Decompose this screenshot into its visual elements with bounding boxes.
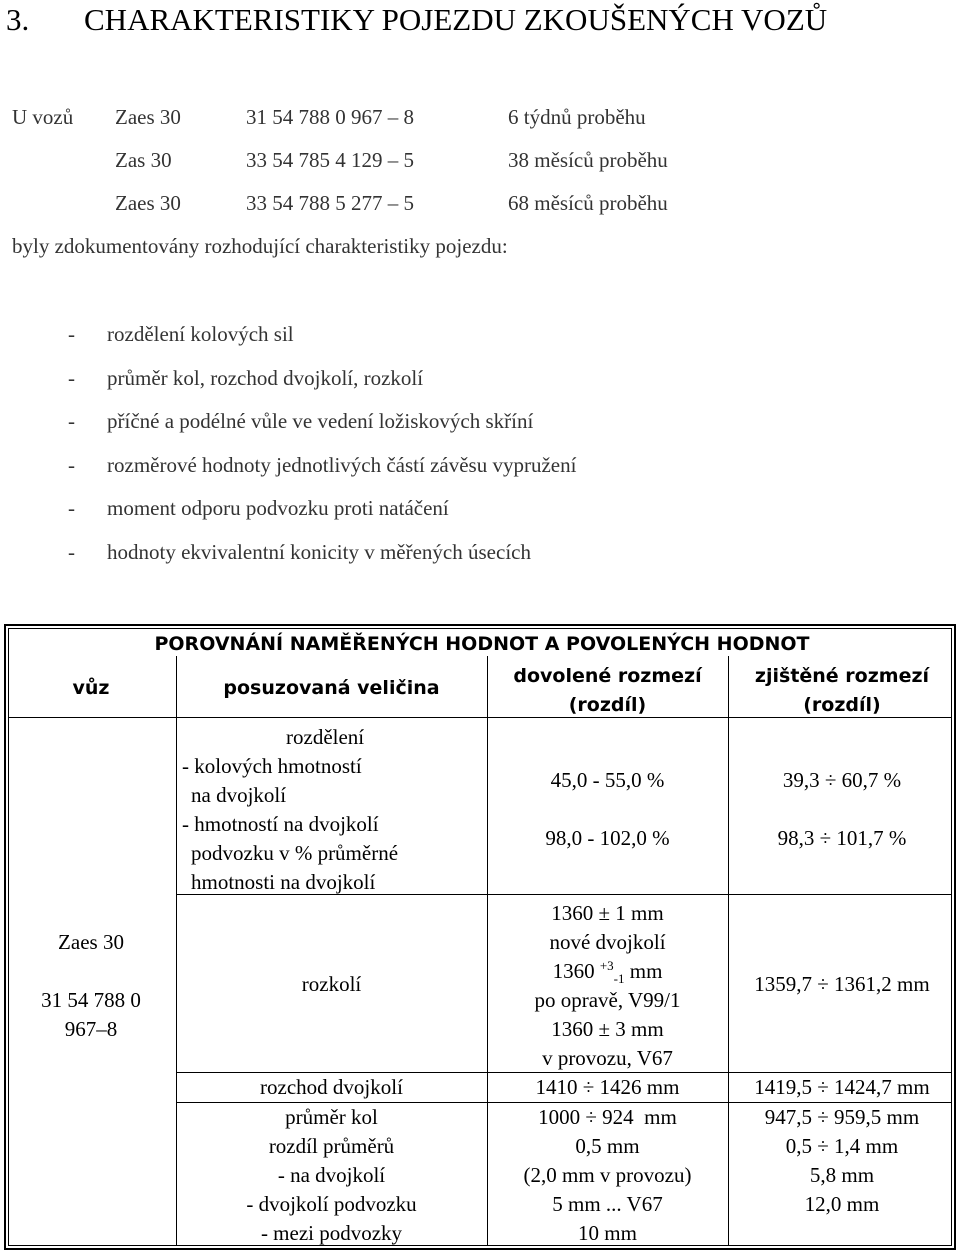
found-value: 0,5 ÷ 1,4 mm (785, 1134, 899, 1158)
quantity-line: průměr kol (285, 1105, 378, 1129)
wagon-duration: 38 měsíců proběhu (508, 148, 668, 172)
header-found-sub: (rozdíl) (803, 694, 881, 716)
header-allowed-sub: (rozdíl) (568, 694, 647, 716)
section-number: 3. (6, 2, 30, 37)
quantity-line: rozdělení (286, 725, 365, 749)
allowed-value: 0,5 mm (575, 1134, 640, 1158)
list-item: moment odporu podvozku proti natáčení (107, 496, 449, 520)
header-allowed: dovolené rozmezí (513, 665, 702, 687)
quantity-line: - kolových hmotností (182, 754, 362, 778)
found-value: 5,8 mm (809, 1163, 875, 1187)
found-value: 947,5 ÷ 959,5 mm (764, 1105, 920, 1129)
quantity-line: - na dvojkolí (277, 1163, 386, 1187)
wagon-number: 31 54 788 0 967 – 8 (246, 105, 414, 129)
found-value: 1359,7 ÷ 1361,2 mm (754, 972, 930, 996)
allowed-value: 45,0 - 55,0 % (550, 768, 665, 792)
list-item: příčné a podélné vůle ve vedení ložiskových skříní (107, 409, 534, 433)
allowed-value: 1360 ± 3 mm (551, 1017, 664, 1041)
allowed-value: 98,0 - 102,0 % (545, 826, 670, 850)
page-heading (6, 2, 827, 38)
wagon-number: 33 54 788 5 277 – 5 (246, 191, 414, 215)
allowed-value: 1410 ÷ 1426 mm (535, 1075, 680, 1099)
table-title: POROVNÁNÍ NAMĚŘENÝCH HODNOT A POVOLENÝCH HODNOT (154, 633, 810, 655)
division-icon: ÷ (585, 1105, 597, 1129)
division-icon: ÷ (817, 1105, 829, 1129)
section-title: CHARAKTERISTIKY POJEZDU ZKOUŠENÝCH VOZŮ (84, 2, 828, 37)
allowed-value: nové dvojkolí (549, 930, 666, 954)
wagon-duration: 68 měsíců proběhu (508, 191, 668, 215)
wagon-cell-type: Zaes 30 (58, 930, 124, 954)
header-wagon: vůz (72, 677, 110, 699)
allowed-value: v provozu, V67 (542, 1046, 673, 1070)
wagon-cell-number: 967–8 (64, 1017, 118, 1041)
header-quantity: posuzovaná veličina (223, 677, 440, 699)
list-item: průměr kol, rozchod dvojkolí, rozkolí (107, 366, 424, 390)
comparison-table (4, 624, 956, 1250)
quantity-cell: rozkolí (301, 972, 362, 996)
quantity-line: podvozku v % průměrné (191, 841, 399, 865)
list-dash: - (68, 322, 75, 346)
intro-closing: byly zdokumentovány rozhodující charakteristiky pojezdu: (12, 234, 508, 258)
allowed-value: (2,0 mm v provozu) (523, 1163, 692, 1187)
allowed-value: 10 mm (578, 1221, 637, 1245)
list-item: hodnoty ekvivalentní konicity v měřených úsecích (107, 540, 531, 564)
list-dash: - (68, 496, 75, 520)
quantity-line: - dvojkolí podvozku (246, 1192, 417, 1216)
wagon-type: Zaes 30 (115, 191, 181, 215)
division-icon: ÷ (819, 826, 832, 850)
found-value: 39,3 ÷ 60,7 % (782, 768, 902, 792)
quantity-line: na dvojkolí (191, 783, 287, 807)
wagon-number: 33 54 785 4 129 – 5 (246, 148, 414, 172)
allowed-value: 1360 ± 1 mm (551, 901, 664, 925)
wagon-duration: 6 týdnů proběhu (508, 105, 646, 129)
allowed-value: 5 mm ... V67 (552, 1192, 663, 1216)
list-dash: - (68, 366, 75, 390)
list-dash: - (68, 409, 75, 433)
quantity-cell: rozchod dvojkolí (260, 1075, 403, 1099)
list-item: rozměrové hodnoty jednotlivých částí závěsu vypružení (107, 453, 577, 477)
quantity-line: - mezi podvozky (260, 1221, 403, 1245)
division-icon: ÷ (824, 768, 837, 792)
quantity-line: hmotnosti na dvojkolí (191, 870, 376, 894)
intro-prefix: U vozů (12, 105, 74, 129)
list-item: rozdělení kolových sil (107, 322, 294, 346)
found-value: 1419,5 ÷ 1424,7 mm (754, 1075, 930, 1099)
quantity-line: rozdíl průměrů (268, 1134, 395, 1158)
wagon-type: Zas 30 (115, 148, 172, 172)
division-icon: ÷ (582, 1075, 595, 1099)
list-dash: - (68, 540, 75, 564)
found-value: 98,3 ÷ 101,7 % (777, 826, 907, 850)
allowed-value-tolerance: 1360 $^{+3}_{-1}$ mm (552, 958, 663, 987)
division-icon: ÷ (817, 1134, 829, 1158)
found-value: 12,0 mm (804, 1192, 880, 1216)
wagon-type: Zaes 30 (115, 105, 181, 129)
wagon-cell-number: 31 54 788 0 (41, 988, 141, 1012)
list-dash: - (68, 453, 75, 477)
quantity-line: - hmotností na dvojkolí (182, 812, 379, 836)
header-found: zjištěné rozmezí (754, 665, 930, 687)
division-icon: ÷ (817, 972, 829, 996)
allowed-value: po opravě, V99/1 (534, 988, 681, 1012)
allowed-value: 1000 ÷ 924 mm (538, 1105, 677, 1129)
division-icon: ÷ (817, 1075, 829, 1099)
